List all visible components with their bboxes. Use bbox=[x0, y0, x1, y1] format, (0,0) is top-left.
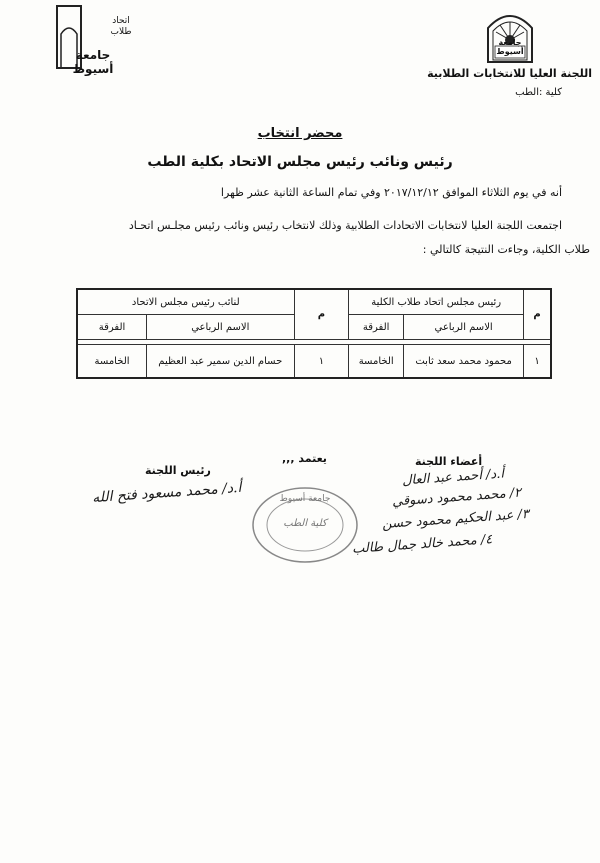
row-num: ١ bbox=[524, 345, 551, 379]
results-table bbox=[76, 288, 552, 379]
stamp-inner-text: كلية الطب bbox=[283, 518, 327, 529]
approved-label: يعتمد ,,, bbox=[282, 452, 327, 465]
member-signature-3: ٣/ عبد الحكيم محمود حسن bbox=[381, 506, 530, 533]
faculty-name: كلية :الطب bbox=[515, 87, 562, 98]
paragraph-line-3: طلاب الكلية، وجاءت النتيجة كالتالي : bbox=[422, 243, 590, 256]
members-label: أعضاء اللجنة bbox=[415, 455, 483, 468]
table-row bbox=[77, 345, 551, 379]
paragraph-line-2: اجتمعت اللجنة العليا لانتخابات الاتحادات الطلابية وذلك لانتخاب رئيس ونائب رئيس مجلـس اتحـاد bbox=[128, 219, 562, 232]
vice-year: الخامسة bbox=[77, 345, 147, 379]
vice-num-header: م bbox=[294, 289, 349, 340]
document-subtitle: رئيس ونائب رئيس مجلس الاتحاد بكلية الطب bbox=[147, 154, 453, 170]
vice-row-num: ١ bbox=[294, 345, 349, 379]
president-name-header: الاسم الرباعي bbox=[404, 315, 524, 340]
vice-name: حسام الدين سمير عبد العظيم bbox=[147, 345, 294, 379]
col-num-header: م bbox=[524, 289, 551, 340]
member-signature-4: ٤/ محمد خالد جمال طالب bbox=[351, 532, 493, 557]
committee-name: اللجنة العليا للانتخابات الطلابية bbox=[427, 67, 592, 80]
chair-signature: أ.د/ محمد مسعود فتح الله bbox=[91, 479, 242, 507]
stamp-outer-text: جامعة أسيوط bbox=[279, 494, 331, 504]
paragraph-line-1: أنه في يوم الثلاثاء الموافق ٢٠١٧/١٢/١٢ وفي تمام الساعة الثانية عشر ظهرا bbox=[220, 186, 562, 199]
president-name: محمود محمد سعد ثابت bbox=[404, 345, 524, 379]
member-signature-2: ٢/ محمد محمود دسوقي bbox=[391, 485, 522, 510]
right-logo-text: جامعة أسيوط bbox=[496, 38, 524, 56]
president-year-header: الفرقة bbox=[349, 315, 404, 340]
left-logo-caption: اتحاد طلاب bbox=[110, 16, 132, 37]
vice-year-header: الفرقة bbox=[77, 315, 147, 340]
president-year: الخامسة bbox=[349, 345, 404, 379]
member-signature-1: أ.د/ أحمد عبد العال bbox=[401, 466, 505, 489]
vice-header: لنائب رئيس مجلس الاتحاد bbox=[77, 289, 294, 315]
left-logo-title: جامعة أسيوط bbox=[72, 48, 114, 76]
vice-name-header: الاسم الرباعي bbox=[147, 315, 294, 340]
president-header: رئيس مجلس اتحاد طلاب الكلية bbox=[349, 289, 524, 315]
document-title: محضر انتخاب bbox=[257, 126, 343, 141]
chair-label: رئيس اللجنة bbox=[145, 464, 211, 477]
